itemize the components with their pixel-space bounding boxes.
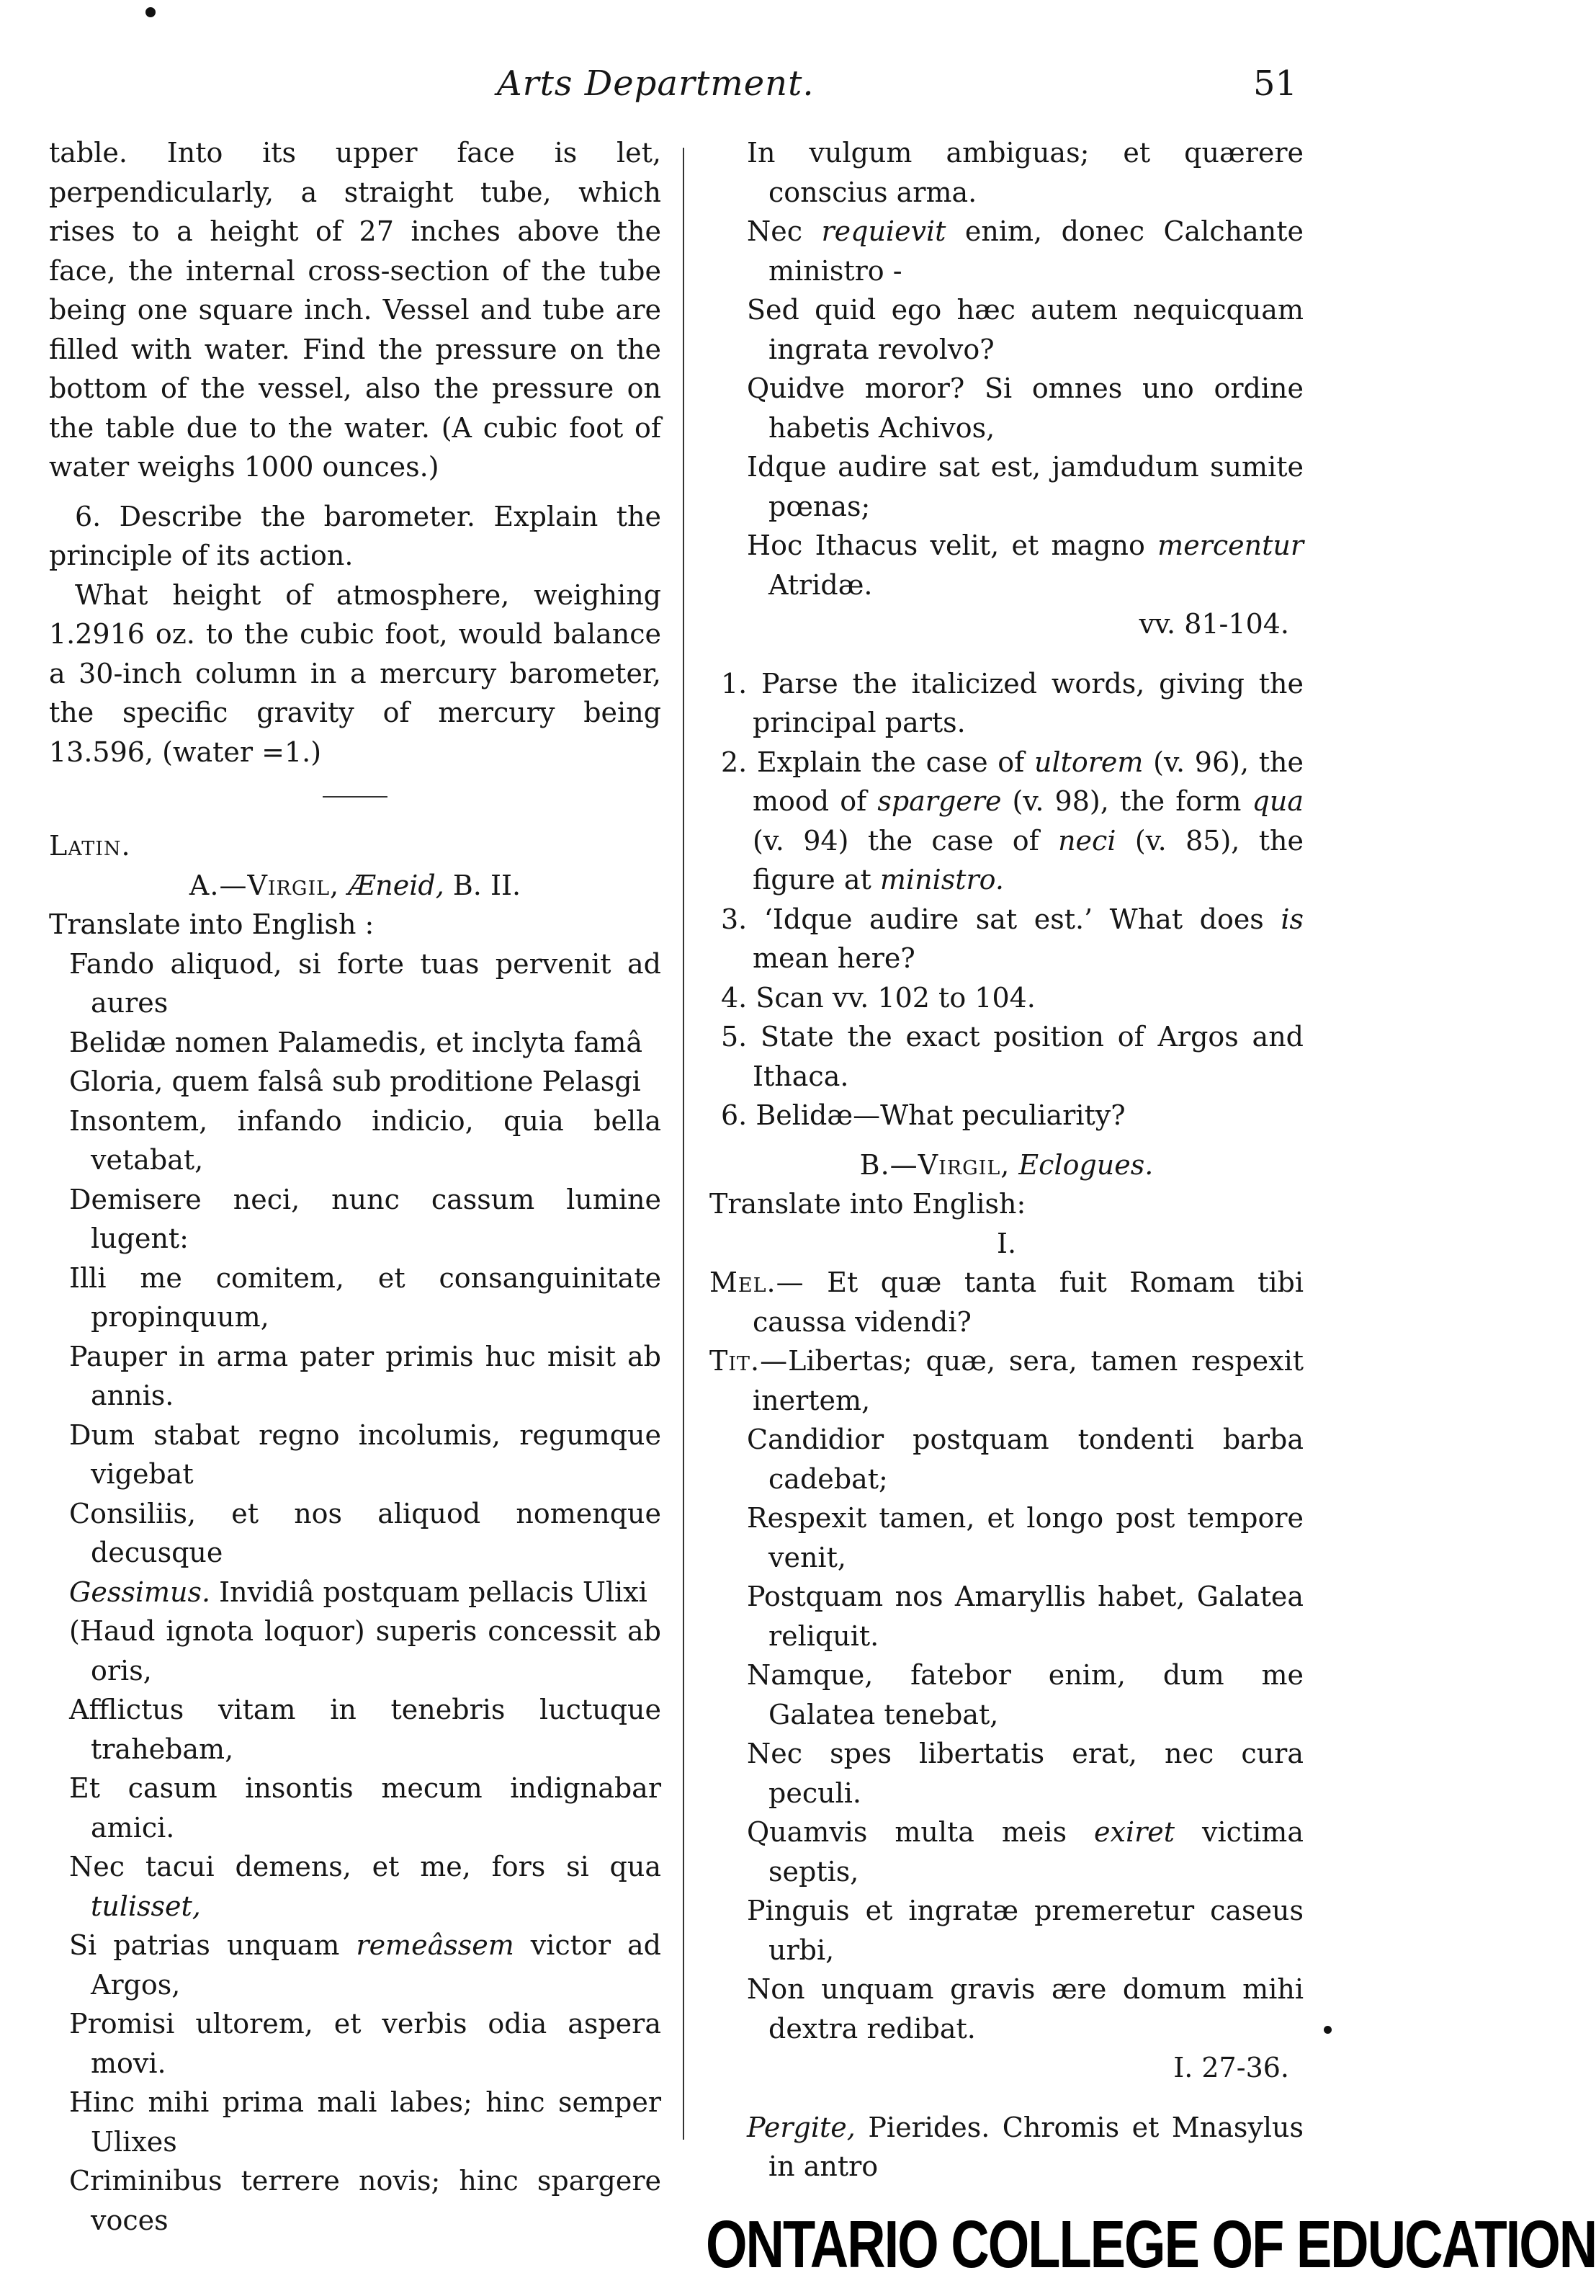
verse-line: [709, 2108, 1304, 2186]
italic-word: ministro.: [879, 864, 1004, 895]
question-6: 6. Belidæ—What peculiarity?: [721, 1099, 1126, 1131]
verse-line: Pinguis et ingratæ premeretur caseus urbi,: [747, 1895, 1304, 1966]
ink-speck: [145, 7, 156, 17]
verse-text: Nec: [747, 215, 822, 247]
verse-line: Insontem, infando indicio, quia bella vetabat,: [69, 1104, 661, 1176]
italic-word: exiret: [1094, 1816, 1175, 1848]
verse-line: (Haud ignota loquor) superis concessit ab oris,: [69, 1615, 661, 1687]
section-b-author: B.—Virgil,: [859, 1148, 1010, 1181]
italic-word: neci: [1058, 824, 1116, 857]
verse-line: [709, 212, 1304, 290]
italic-word: requievit: [821, 215, 946, 247]
italic-word: Pergite,: [747, 2111, 856, 2143]
verse-line: [49, 1926, 661, 2004]
verse-line: Idque audire sat est, jamdudum sumite pœnas;: [747, 451, 1304, 522]
verse-text: Nec tacui demens, et me, fors si qua: [69, 1851, 661, 1882]
verse-line: Candidior postquam tondenti barba cadebat;: [747, 1424, 1304, 1495]
verse-line: [709, 1341, 1304, 1420]
verse-line: [49, 1847, 661, 1926]
page-number: 51: [1253, 63, 1298, 104]
verse-line: Pauper in arma pater primis huc misit ab annis.: [69, 1340, 661, 1411]
verse-text: Pierides. Chromis et Mnasylus in antro: [768, 2111, 1304, 2182]
question-4: 4. Scan vv. 102 to 104.: [721, 981, 1036, 1014]
italic-word: remeâssem: [356, 1929, 514, 1961]
section-rule: [323, 796, 387, 798]
verse-text: Libertas; quæ, sera, tamen respexit inertem,: [753, 1345, 1304, 1416]
verse-line: Afflictus vitam in tenebris luctuque trahebam,: [69, 1694, 661, 1765]
italic-word: mercentur: [1157, 530, 1304, 561]
verse-text: victor ad Argos,: [91, 1929, 661, 2001]
verse-text: Hoc Ithacus velit, et magno: [747, 530, 1158, 561]
verse-line: [709, 1263, 1304, 1341]
verse-text: Et quæ tanta fuit Romam tibi caussa videndi?: [753, 1267, 1304, 1338]
italic-word: is: [1281, 903, 1304, 935]
verse-line: Consiliis, et nos aliquod nomenque decusque: [69, 1497, 661, 1568]
q2-text: (v. 94) the case of: [753, 824, 1059, 857]
verse-text: Quamvis multa meis: [747, 1816, 1095, 1848]
q2-text: (v. 85), the figure at: [753, 824, 1304, 895]
verse-line: Dum stabat regno incolumis, regumque vigebat: [69, 1419, 661, 1490]
verse-line: [49, 1573, 661, 1612]
q3-text: 3. ‘Idque audire sat est.’ What does: [721, 903, 1281, 935]
verse-line: In vulgum ambiguas; et quærere conscius arma.: [747, 137, 1304, 208]
verse-line: Postquam nos Amaryllis habet, Galatea reliquit.: [747, 1581, 1304, 1652]
column-divider: [683, 148, 684, 2140]
question-5: 5. State the exact position of Argos and Ithaca.: [721, 1021, 1304, 1092]
q2-text: (v. 98), the form: [1001, 785, 1252, 817]
left-column: [49, 133, 661, 2240]
verse-line: Hinc mihi prima mali labes; hinc semper Ulixes: [69, 2086, 661, 2158]
translate-instruction: Translate into English:: [709, 1188, 1026, 1220]
library-stamp: ONTARIO COLLEGE OF EDUCATION: [706, 2207, 1596, 2282]
section-a-work: Æneid,: [348, 869, 444, 901]
verse-line: Respexit tamen, et longo post tempore venit,: [747, 1502, 1304, 1573]
question-6-part-a: 6. Describe the barometer. Explain the principle of its action.: [49, 500, 661, 571]
verse-line: Belidæ nomen Palamedis, et inclyta famâ: [69, 1026, 643, 1058]
eclogue-number: I.: [996, 1227, 1017, 1259]
verse-line: Et casum insontis mecum indignabar amici.: [69, 1772, 661, 1844]
line-reference: vv. 81-104.: [1139, 608, 1289, 640]
verse-line: Nec spes libertatis erat, nec cura peculi.: [747, 1738, 1304, 1809]
verse-line: [709, 526, 1304, 604]
section-a-heading: [49, 866, 661, 906]
verse-line: Non unquam gravis ære domum mihi dextra redibat.: [747, 1973, 1304, 2045]
verse-line: Quidve moror? Si omnes uno ordine habetis Achivos,: [747, 372, 1304, 444]
verse-line: [709, 1813, 1304, 1891]
q3-text: mean here?: [753, 942, 915, 974]
latin-heading: Latin.: [49, 830, 131, 862]
speaker-label: Mel.—: [709, 1267, 804, 1298]
verse-line: Demisere neci, nunc cassum lumine lugent:: [69, 1183, 661, 1254]
section-b-work: Eclogues.: [1018, 1148, 1154, 1181]
verse-line: Gloria, quem falsâ sub proditione Pelasgi: [69, 1066, 641, 1097]
question-2: [709, 743, 1304, 900]
verse-line: Criminibus terrere novis; hinc spargere voces: [69, 2165, 661, 2236]
q2-text: (v. 96), the mood of: [753, 746, 1304, 817]
verse-text: victima septis,: [768, 1816, 1304, 1888]
section-a-book: B. II.: [452, 869, 521, 901]
italic-word: spargere: [877, 785, 1002, 817]
ink-speck: [1324, 2026, 1332, 2034]
italic-word: Gessimus.: [69, 1576, 211, 1608]
question-6-part-b: What height of atmosphere, weighing 1.2916 oz. to the cubic foot, would balance a 30-inch column in a mercury barometer, the specific gravity of mercury being 13.596, (water =1.): [49, 579, 661, 768]
right-column: [709, 133, 1304, 2186]
q2-text: 2. Explain the case of: [721, 746, 1034, 778]
physics-question-continued: table. Into its upper face is let, perpendicularly, a straight tube, which rises to a height of 27 inches above the face, the internal cross-section of the tube being one square inch. Vessel and tube are filled with water. Find the pressure on the bottom of the vessel, also the pressure on the table due to the water. (A cubic foot of water weighs 1000 ounces.): [49, 137, 661, 483]
verse-text: Atridæ.: [768, 568, 873, 601]
verse-text: enim, donec Calchante ministro -: [768, 215, 1304, 287]
verse-text: Invidiâ postquam pellacis Ulixi: [210, 1576, 647, 1608]
translate-instruction: Translate into English :: [49, 908, 375, 940]
italic-word: tulisset,: [91, 1890, 201, 1922]
verse-line: Fando aliquod, si forte tuas pervenit ad aures: [69, 947, 661, 1019]
verse-line: Illi me comitem, et consanguinitate propinquum,: [69, 1261, 661, 1333]
speaker-label: Tit.—: [709, 1345, 789, 1377]
question-3: [709, 900, 1304, 978]
section-a-author: A.—Virgil,: [189, 869, 340, 901]
verse-line: Promisi ultorem, et verbis odia aspera movi.: [69, 2008, 661, 2079]
verse-line: Namque, fatebor enim, dum me Galatea tenebat,: [747, 1659, 1304, 1730]
italic-word: qua: [1252, 785, 1304, 817]
running-header-title: Arts Department.: [497, 63, 815, 104]
verse-line: Sed quid ego hæc autem nequicquam ingrata revolvo?: [747, 294, 1304, 365]
section-b-heading: [709, 1145, 1304, 1185]
italic-word: ultorem: [1034, 746, 1144, 778]
line-reference: I. 27-36.: [1173, 2052, 1289, 2083]
verse-text: Si patrias unquam: [69, 1929, 357, 1961]
question-1: 1. Parse the italicized words, giving the principal parts.: [721, 667, 1304, 738]
